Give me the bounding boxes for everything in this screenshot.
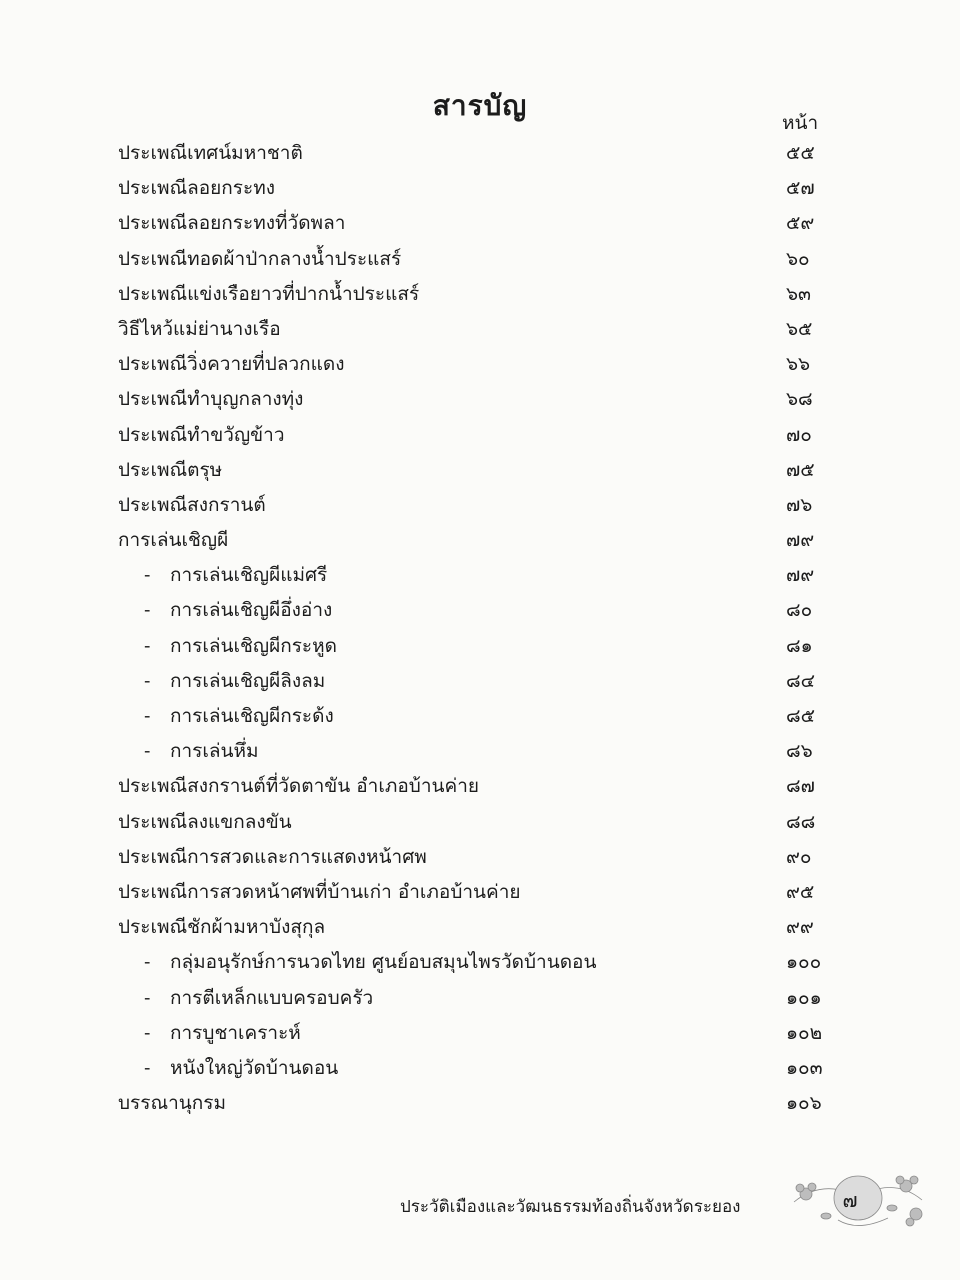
toc-entry [0, 382, 960, 417]
toc-entry [0, 910, 960, 945]
toc-entry [0, 418, 960, 453]
toc-entry-label: ประเพณีลงแขกลงขัน [118, 810, 292, 833]
toc-entry-page: ๘๐ [786, 599, 813, 622]
toc-subentry [0, 664, 960, 699]
toc-entry [0, 171, 960, 206]
toc-entry-label: ประเพณีแข่งเรือยาวที่ปากน้ำประแสร์ [118, 282, 420, 305]
toc-entry-label: บรรณานุกรม [118, 1092, 226, 1115]
toc-entry [0, 136, 960, 171]
toc-subentry [0, 593, 960, 628]
toc-entry [0, 312, 960, 347]
toc-entry [0, 840, 960, 875]
toc-entry-label: ประเพณีสงกรานต์ที่วัดตาขัน อำเภอบ้านค่าย [118, 775, 479, 798]
toc-entry-page: ๕๕ [786, 142, 815, 164]
toc-entry [0, 453, 960, 488]
toc-entry-page: ๙๙ [786, 916, 814, 939]
toc-entry-page: ๖๓ [786, 282, 812, 305]
toc-subentry [0, 734, 960, 769]
toc-entry [0, 769, 960, 804]
toc-entry-label: วิธีไหว้แม่ย่านางเรือ [118, 317, 281, 340]
toc-entry-page: ๖๐ [786, 247, 810, 270]
toc-entry-page: ๙๐ [786, 845, 812, 868]
toc-entry-label: การเล่นหึ่ม [170, 740, 259, 763]
toc-entry-page: ๘๗ [786, 775, 815, 798]
toc-entry-page: ๗๖ [786, 493, 813, 516]
toc-entry [0, 206, 960, 241]
toc-entry [0, 1086, 960, 1121]
toc-entry-page: ๑๐๐ [786, 951, 822, 974]
toc-entry-page: ๙๕ [786, 880, 815, 903]
bullet-dash: - [144, 986, 151, 1009]
toc-entry-page: ๘๖ [786, 740, 813, 763]
toc-entry-page: ๗๙ [786, 529, 815, 552]
bullet-dash: - [144, 669, 151, 692]
toc-entry-label: ประเพณีการสวดหน้าศพที่บ้านเก่า อำเภอบ้านค่าย [118, 880, 521, 903]
toc-subentry [0, 945, 960, 980]
toc-entry-page: ๖๖ [786, 353, 811, 376]
toc-entry-page: ๕๙ [786, 212, 815, 235]
bullet-dash: - [144, 634, 151, 657]
bullet-dash: - [144, 1021, 151, 1044]
toc-subentry [0, 1016, 960, 1051]
toc-entry-label: การเล่นเชิญผีกระหูด [170, 634, 337, 657]
toc-entry-label: หนังใหญ่วัดบ้านดอน [170, 1056, 339, 1079]
page-column-header: หน้า [782, 112, 819, 134]
page-number: ๗ [842, 1188, 858, 1212]
bullet-dash: - [144, 599, 151, 622]
toc-entry-page: ๗๕ [786, 458, 815, 481]
toc-subentry [0, 699, 960, 734]
toc-entry-label: ประเพณีลอยกระทง [118, 177, 276, 200]
toc-entry-label: ประเพณีการสวดและการแสดงหน้าศพ [118, 845, 427, 868]
toc-subentry [0, 1051, 960, 1086]
bullet-dash: - [144, 564, 151, 587]
toc-entry-label: ประเพณีตรุษ [118, 458, 223, 481]
toc-entry-label: การเล่นเชิญผีลิงลม [170, 669, 326, 692]
toc-entry-label: ประเพณีวิ่งควายที่ปลวกแดง [118, 353, 345, 376]
toc-entry-label: ประเพณีทอดผ้าป่ากลางน้ำประแสร์ [118, 247, 402, 270]
toc-entry-label: การเล่นเชิญผีอึ่งอ่าง [170, 599, 333, 622]
toc-entry [0, 805, 960, 840]
toc-entry-page: ๘๕ [786, 705, 816, 727]
toc-subentry [0, 629, 960, 664]
page-title: สารบัญ [432, 89, 528, 122]
toc-subentry [0, 558, 960, 593]
toc-entry-label: ประเพณีชักผ้ามหาบังสุกุล [118, 916, 326, 939]
toc-entry-page: ๗๙ [786, 564, 815, 587]
book-title-footer: ประวัติเมืองและวัฒนธรรมท้องถิ่นจังหวัดระยอง [400, 1197, 741, 1217]
toc-entry-page: ๖๕ [786, 317, 813, 340]
toc-entry-label: การบูชาเคราะห์ [170, 1021, 301, 1044]
toc-entry-page: ๘๘ [786, 810, 816, 833]
toc-entry-label: การเล่นเชิญผี [118, 529, 229, 552]
toc-entry [0, 875, 960, 910]
toc-entry-page: ๘๑ [786, 634, 813, 657]
toc-entry-label: ประเพณีเทศน์มหาชาติ [118, 142, 303, 164]
toc-entry-page: ๑๐๖ [786, 1092, 822, 1115]
toc-entry-page: ๘๔ [786, 669, 816, 692]
bullet-dash: - [144, 951, 151, 974]
toc-entry-page: ๑๐๓ [786, 1056, 823, 1079]
toc-entry-page: ๕๗ [786, 177, 815, 200]
toc-entry [0, 242, 960, 277]
toc-entry-label: การเล่นเชิญผีแม่ศรี [170, 564, 328, 587]
toc-entry [0, 488, 960, 523]
toc-subentry [0, 981, 960, 1016]
toc-entry-label: ประเพณีทำขวัญข้าว [118, 423, 285, 446]
toc-entry-page: ๑๐๑ [786, 986, 822, 1009]
table-of-contents [0, 136, 960, 1121]
toc-entry-label: กลุ่มอนุรักษ์การนวดไทย ศูนย์อบสมุนไพรวัดบ้านดอน [170, 951, 597, 974]
toc-entry-page: ๗๐ [786, 423, 812, 446]
toc-entry [0, 523, 960, 558]
toc-entry-label: การเล่นเชิญผีกระด้ง [170, 705, 334, 727]
toc-entry-label: ประเพณีลอยกระทงที่วัดพลา [118, 212, 346, 235]
toc-entry [0, 347, 960, 382]
toc-entry-label: การตีเหล็กแบบครอบครัว [170, 986, 374, 1009]
bullet-dash: - [144, 705, 151, 727]
toc-entry-page: ๖๘ [786, 388, 813, 411]
toc-entry-label: ประเพณีทำบุญกลางทุ่ง [118, 388, 304, 411]
bullet-dash: - [144, 1056, 151, 1079]
bullet-dash: - [144, 740, 151, 763]
toc-entry-page: ๑๐๒ [786, 1021, 823, 1044]
toc-entry-label: ประเพณีสงกรานต์ [118, 493, 266, 516]
toc-entry [0, 277, 960, 312]
